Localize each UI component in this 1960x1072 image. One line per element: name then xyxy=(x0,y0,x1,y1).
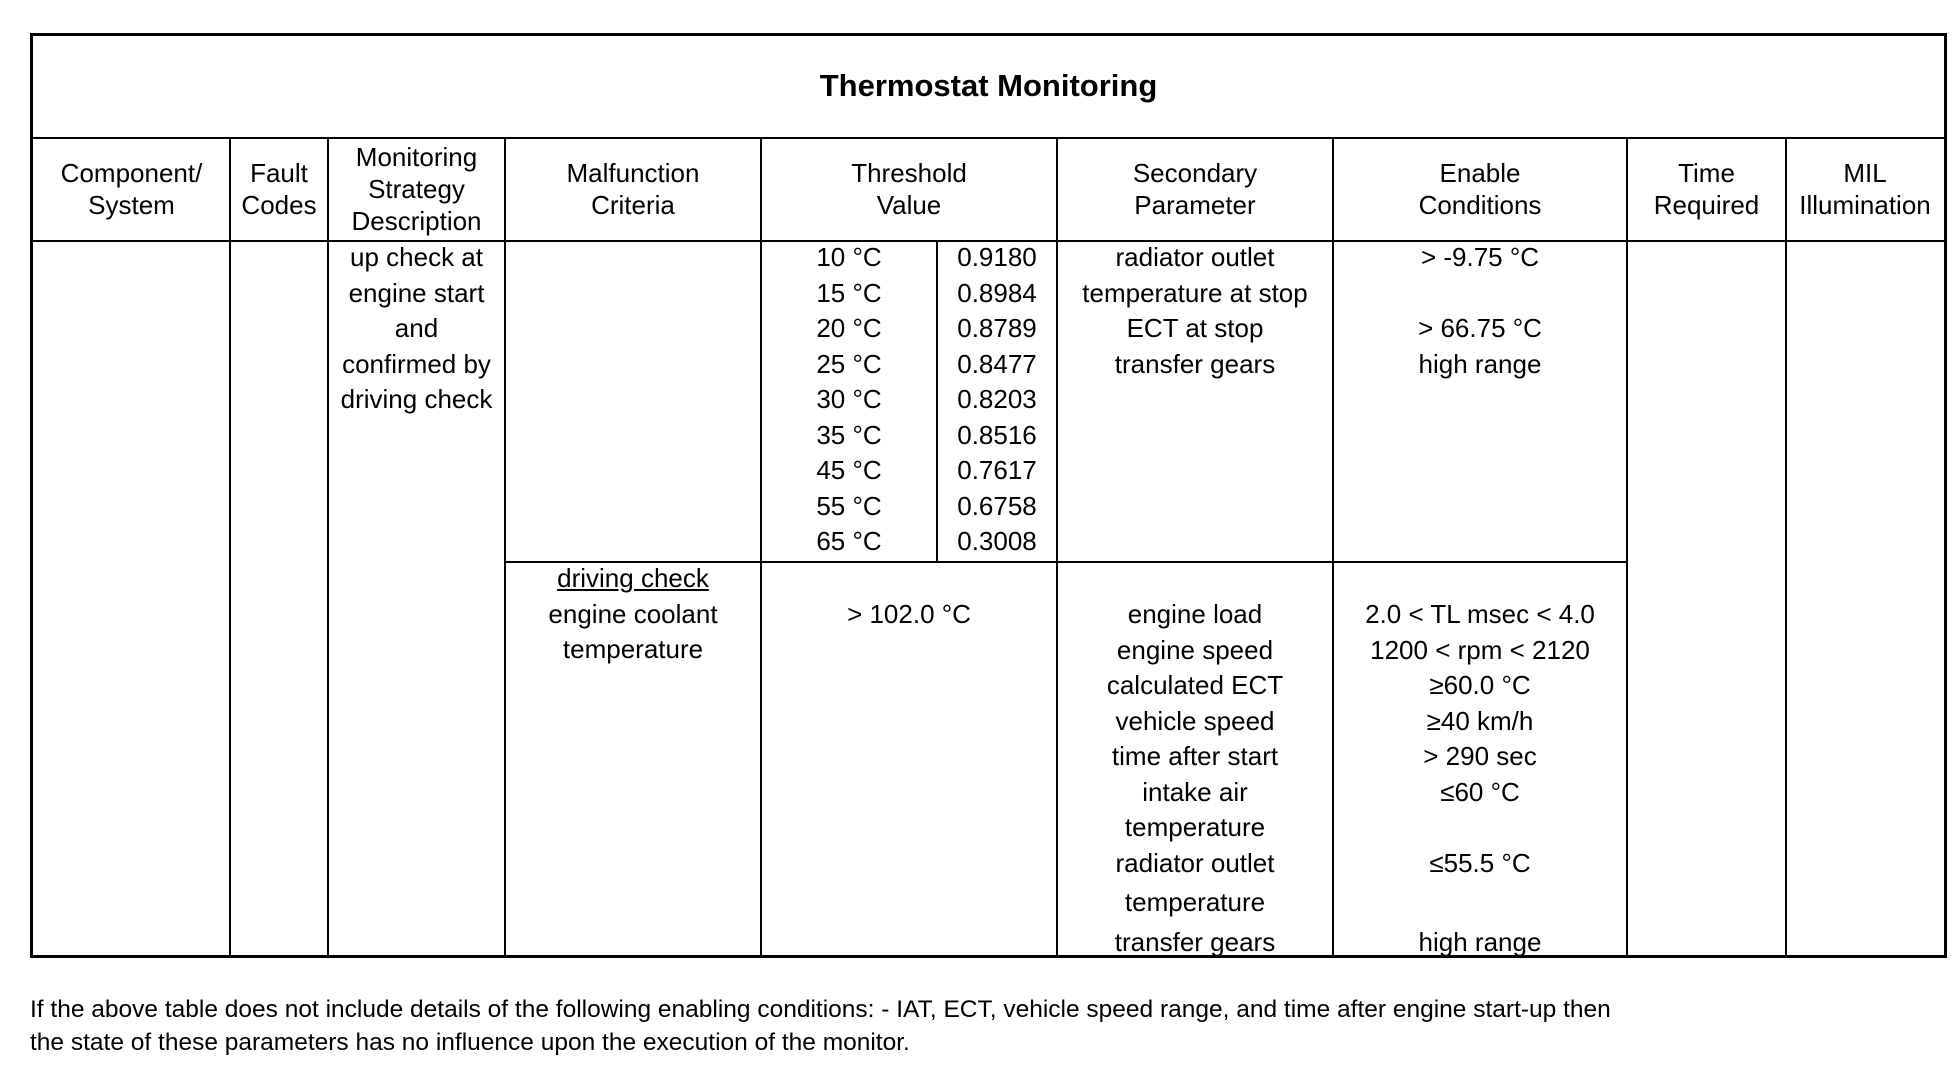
header-monitoring-strategy: Monitoring Strategy Description xyxy=(351,142,482,236)
header-threshold-value: Threshold Value xyxy=(851,158,967,220)
driving-check-criteria: driving check engine coolant temperature xyxy=(505,561,761,668)
column-divider xyxy=(1785,137,1787,955)
header-malfunction-criteria: Malfunction Criteria xyxy=(566,158,700,220)
upper-enable-conditions: > -9.75 °C > 66.75 °C high range xyxy=(1418,242,1542,379)
threshold-values: 0.9180 0.8984 0.8789 0.8477 0.8203 0.8516 0.7617 0.6758 0.3008 xyxy=(957,242,1037,556)
upper-secondary-parameters: radiator outlet temperature at stop ECT at stop transfer gears xyxy=(1082,242,1308,379)
driving-secondary-parameters: engine load engine speed calculated ECT vehicle speed time after start intake air temperature radiator outlet temperature transfer gears xyxy=(1106,599,1284,957)
table-title: Thermostat Monitoring xyxy=(819,68,1158,103)
header-time-required: Time Required xyxy=(1653,158,1760,220)
footnote: If the above table does not include details of the following enabling conditions: - IAT, ECT, vehicle speed range, and time after engine start-up then the state of these parameters has no influence upon the execution of the monitor. xyxy=(30,996,1611,1056)
monitoring-strategy-text: up check at engine start and confirmed by driving check xyxy=(340,242,493,414)
header-enable-conditions: Enable Conditions xyxy=(1418,158,1542,220)
header-secondary-parameter: Secondary Parameter xyxy=(1132,158,1258,220)
header-fault-codes: Fault Codes xyxy=(241,158,317,220)
driving-check-threshold: > 102.0 °C xyxy=(847,599,971,629)
driving-check-heading: driving check xyxy=(557,563,709,593)
thermostat-monitoring-table xyxy=(30,33,1947,958)
header-component-system: Component/ System xyxy=(60,158,203,220)
header-mil-illumination: MIL Illumination xyxy=(1799,158,1931,220)
threshold-temperatures: 10 °C 15 °C 20 °C 25 °C 30 °C 35 °C 45 °C 55 °C 65 °C xyxy=(816,242,882,556)
column-divider xyxy=(229,137,231,955)
driving-enable-conditions: 2.0 < TL msec < 4.0 1200 < rpm < 2120 ≥60.0 °C ≥40 km/h > 290 sec ≤60 °C ≤55.5 °C high range xyxy=(1365,599,1595,957)
